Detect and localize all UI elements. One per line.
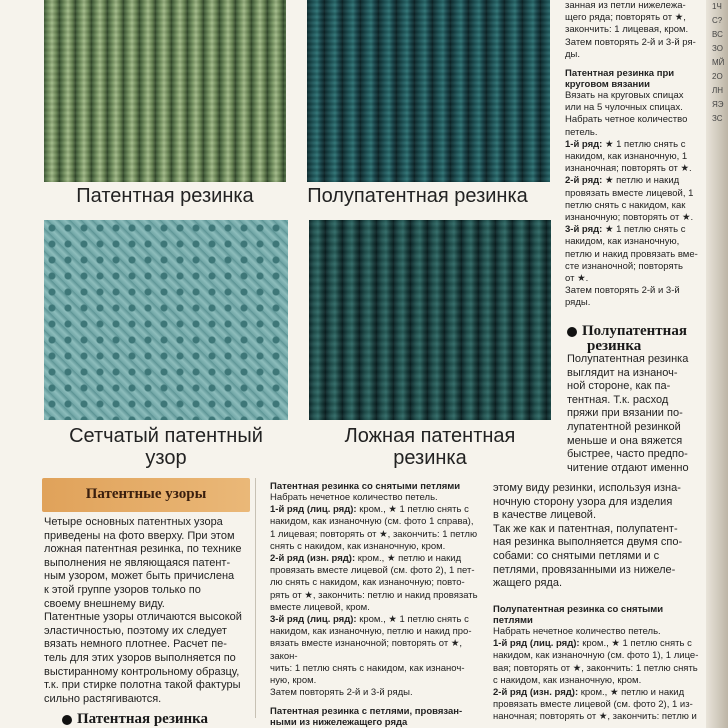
middle-repeat: Затем повторять 2-й и 3-й ряды. (270, 687, 413, 699)
patent-patterns-body (44, 516, 254, 706)
intro-line: щего ряда; повторять от ★, (565, 12, 686, 24)
round-row2-line: петлю снять с накидом, как (565, 199, 686, 211)
spine-text: 1ЧС?ВСЗОМЙ2ОЛНЯЭЗС (712, 2, 725, 123)
body-line: к этой группе узоров только по (44, 583, 201, 596)
middle-row2-line: провязать вместе лицевой (см. фото 2), 1 пет- (270, 565, 475, 577)
semi-slipped-heading2: петлями (493, 615, 533, 626)
round-row2-line: провязать вместе лицевой, 1 (565, 187, 694, 199)
caption-false-line1: Ложная патентная (344, 425, 516, 447)
middle-cast-on: Набрать нечетное количество петель. (270, 492, 438, 503)
semi-row2-line: наночная; повторять от ★, закончить: петлю и (493, 711, 697, 723)
page-spine (706, 0, 728, 728)
middle-row3-line: ную, кром. (270, 675, 317, 687)
caption-false-line2: резинка (393, 447, 467, 469)
round-row3 (565, 224, 705, 236)
body-line: вязать немного плотнее. Расчет пе- (44, 638, 227, 651)
photo-patent-rib (44, 0, 286, 182)
semi-row1-line: вая; повторять от ★, закончить: 1 петлю снять (493, 662, 698, 674)
round-row3-line: от ★. (565, 273, 589, 285)
row-label: 3-й ряд (лиц. ряд): (270, 614, 357, 626)
semi-line: Полупатентная резинка (567, 353, 689, 365)
semi-line: ной стороне, как па- (567, 380, 671, 393)
semi-row1-line: с накидом, как изнаночную, кром. (493, 674, 642, 686)
semi-line: лупатентной резинкой (567, 420, 681, 433)
round-row3-line: петлю и накид провязать вме- (565, 248, 698, 260)
body-line: ным узором, может быть причислена (44, 570, 235, 583)
row-label: 1-й ряд (лиц. ряд): (493, 638, 580, 650)
body-line: своему внешнему виду. (44, 597, 165, 610)
semi-patent-body-narrow (567, 353, 702, 475)
banner-title: Патентные узоры (85, 486, 207, 502)
patent-rib-title (62, 712, 252, 727)
round-line: Вязать на круговых спицах (565, 90, 684, 102)
round-row3-line: накидом, как изнаночную, (565, 236, 680, 248)
semi-line: читение отдают именно (567, 461, 689, 474)
semi-line: выглядит на изнаноч- (567, 366, 678, 379)
semi-title-line1: Полупатентная (582, 323, 687, 339)
middle-heading: Патентная резинка со снятыми петлями (270, 481, 461, 492)
semi-slipped-heading1: Полупатентная резинка со снятыми (493, 604, 664, 615)
middle-next-heading (270, 706, 482, 728)
middle-row2-line: вместе лицевой, кром. (270, 601, 370, 613)
semi-line: собами: со снятыми петлями и с (493, 549, 660, 562)
body-line: выполнения не являющаяся патент- (44, 556, 231, 569)
row-label: 3-й ряд: (565, 224, 603, 236)
caption-mesh-patent (44, 425, 288, 469)
semi-line: тентная. Т.к. расход (567, 393, 669, 406)
body-line: тель для этих узоров выполняется по (44, 651, 236, 664)
middle-row3 (270, 614, 482, 626)
row-text: ★ 1 петлю снять с (602, 224, 686, 236)
middle-next-heading1: Патентная резинка с петлями, провязан- (270, 706, 463, 717)
row-label: 1-й ряд: (565, 138, 603, 150)
caption-patent-rib: Патентная резинка (76, 185, 254, 207)
body-line: т.к. при стирке полотна такой фактуры (44, 679, 241, 692)
middle-next-heading2: ными из нижележащего ряда (270, 717, 408, 728)
intro-line: Затем повторять 2-й и 3-й ря- (565, 36, 696, 48)
round-heading-line1: Патентная резинка при (565, 68, 675, 80)
round-heading-line2: круговом вязании (565, 79, 650, 91)
semi-line: жащего ряда. (493, 577, 563, 590)
semi-row1-line: накидом, как изнаночную (см. фото 1), 1 лице- (493, 650, 699, 662)
middle-row1-line: снять с накидом, как изнаночную, кром. (270, 540, 446, 552)
patent-patterns-banner (42, 478, 250, 512)
middle-row3-line: чить: 1 петлю снять с накидом, как изнаноч- (270, 662, 465, 674)
caption-semi-patent-rib: Полупатентная резинка (307, 185, 528, 207)
middle-row2-line: лю снять с накидом, как изнаночную; повто- (270, 577, 465, 589)
photo-mesh-patent (44, 220, 288, 420)
body-line: Четыре основных патентных узора (44, 516, 223, 528)
semi-patent-title (567, 324, 702, 354)
middle-column (270, 481, 482, 699)
round-row2-line: изнаночную; повторять от ★. (565, 212, 694, 224)
body-line: Патентные узоры отличаются высокой (44, 611, 242, 624)
patent-rib-title-text: Патентная резинка (77, 711, 209, 727)
middle-row2-line: рять от ★, закончить: петлю и накид провязать (270, 589, 478, 601)
middle-row2 (270, 553, 482, 565)
round-line: Набрать четное количество (565, 114, 688, 126)
semi-row2-line: провязать вместе лицевой (см. фото 2), 1 из- (493, 699, 693, 711)
row-text: кром., ★ 1 петлю снять с (356, 504, 469, 516)
bullet-icon (62, 715, 72, 725)
semi-line: ная резинка выполняется двумя спо- (493, 536, 683, 549)
row-text: кром., ★ петлю и накид (355, 553, 462, 565)
body-line: ложная патентная резинка, по технике (44, 543, 242, 556)
semi-line: петлями, провязанными из нижеле- (493, 563, 676, 576)
intro-line: ды. (565, 48, 581, 60)
round-row3-line: сте изнаночной; повторять (565, 260, 683, 272)
body-line: приведены на фото вверху. При этом (44, 529, 235, 542)
middle-row3-line: накидом, как изнаночную, петлю и накид про- (270, 626, 472, 638)
row-label: 1-й ряд (лиц. ряд): (270, 504, 357, 516)
row-label: 2-й ряд: (565, 175, 603, 187)
semi-row2 (493, 687, 703, 699)
semi-title-line2: резинка (587, 338, 642, 354)
middle-row1 (270, 504, 482, 516)
semi-line: быстрее, часто предпо- (567, 448, 688, 461)
row-label: 2-й ряд (изн. ряд): (493, 687, 579, 699)
caption-mesh-line2: узор (145, 447, 187, 469)
intro-line: занная из петли нижележа- (565, 0, 686, 11)
semi-row1 (493, 638, 703, 650)
body-line: выстиранному контрольному образцу, (44, 665, 240, 678)
right-column-top (565, 0, 705, 310)
row-text: кром., ★ 1 петлю снять с (579, 638, 692, 650)
semi-line: Так же как и патентная, полупатент- (493, 522, 678, 535)
semi-line: этому виду резинки, используя изна- (493, 482, 681, 494)
round-line: или на 5 чулочных спицах. (565, 102, 683, 114)
row-label: 2-й ряд (изн. ряд): (270, 553, 356, 565)
semi-cast-on: Набрать нечетное количество петель. (493, 626, 661, 637)
photo-false-patent-rib (309, 220, 551, 420)
round-row1-line: изнаночная; повторять от ★. (565, 163, 692, 175)
semi-line: меньше и она вяжется (567, 434, 683, 447)
middle-row3-line: вязать вместе изнаночной; повторять от ★, закон- (270, 638, 462, 662)
round-line: петель. (565, 126, 598, 138)
row-text: ★ петлю и накид (602, 175, 680, 187)
intro-line: закончить: 1 лицевая, кром. (565, 24, 689, 36)
body-line: сильно растягиваются. (44, 692, 162, 705)
round-row1 (565, 139, 705, 151)
semi-patent-body-wide (493, 482, 703, 591)
photo-semi-patent-rib (307, 0, 550, 182)
middle-row1-line: накидом, как изнаночную (см. фото 1 справа), (270, 516, 474, 528)
bullet-icon (567, 327, 577, 337)
round-end: Затем повторять 2-й и 3-й ряды. (565, 285, 680, 309)
semi-line: пряжи при вязании по- (567, 407, 683, 420)
body-line: эластичностью, поэтому их следует (44, 624, 227, 637)
row-text: кром., ★ 1 петлю снять с (356, 614, 469, 626)
semi-line: в качестве лицевой. (493, 509, 597, 522)
row-text: ★ 1 петлю снять с (602, 138, 686, 150)
round-row2 (565, 175, 705, 187)
semi-line: ночную сторону узора для изделия (493, 495, 673, 508)
semi-slipped-section (493, 604, 703, 724)
round-row1-line: накидом, как изнаночную, 1 (565, 151, 688, 163)
column-divider (255, 478, 256, 718)
caption-mesh-line1: Сетчатый патентный (69, 425, 263, 447)
row-text: кром., ★ петлю и накид (578, 687, 685, 699)
middle-row1-line: 1 лицевая; повторять от ★, закончить: 1 петлю (270, 528, 478, 540)
caption-false-patent (309, 425, 551, 469)
